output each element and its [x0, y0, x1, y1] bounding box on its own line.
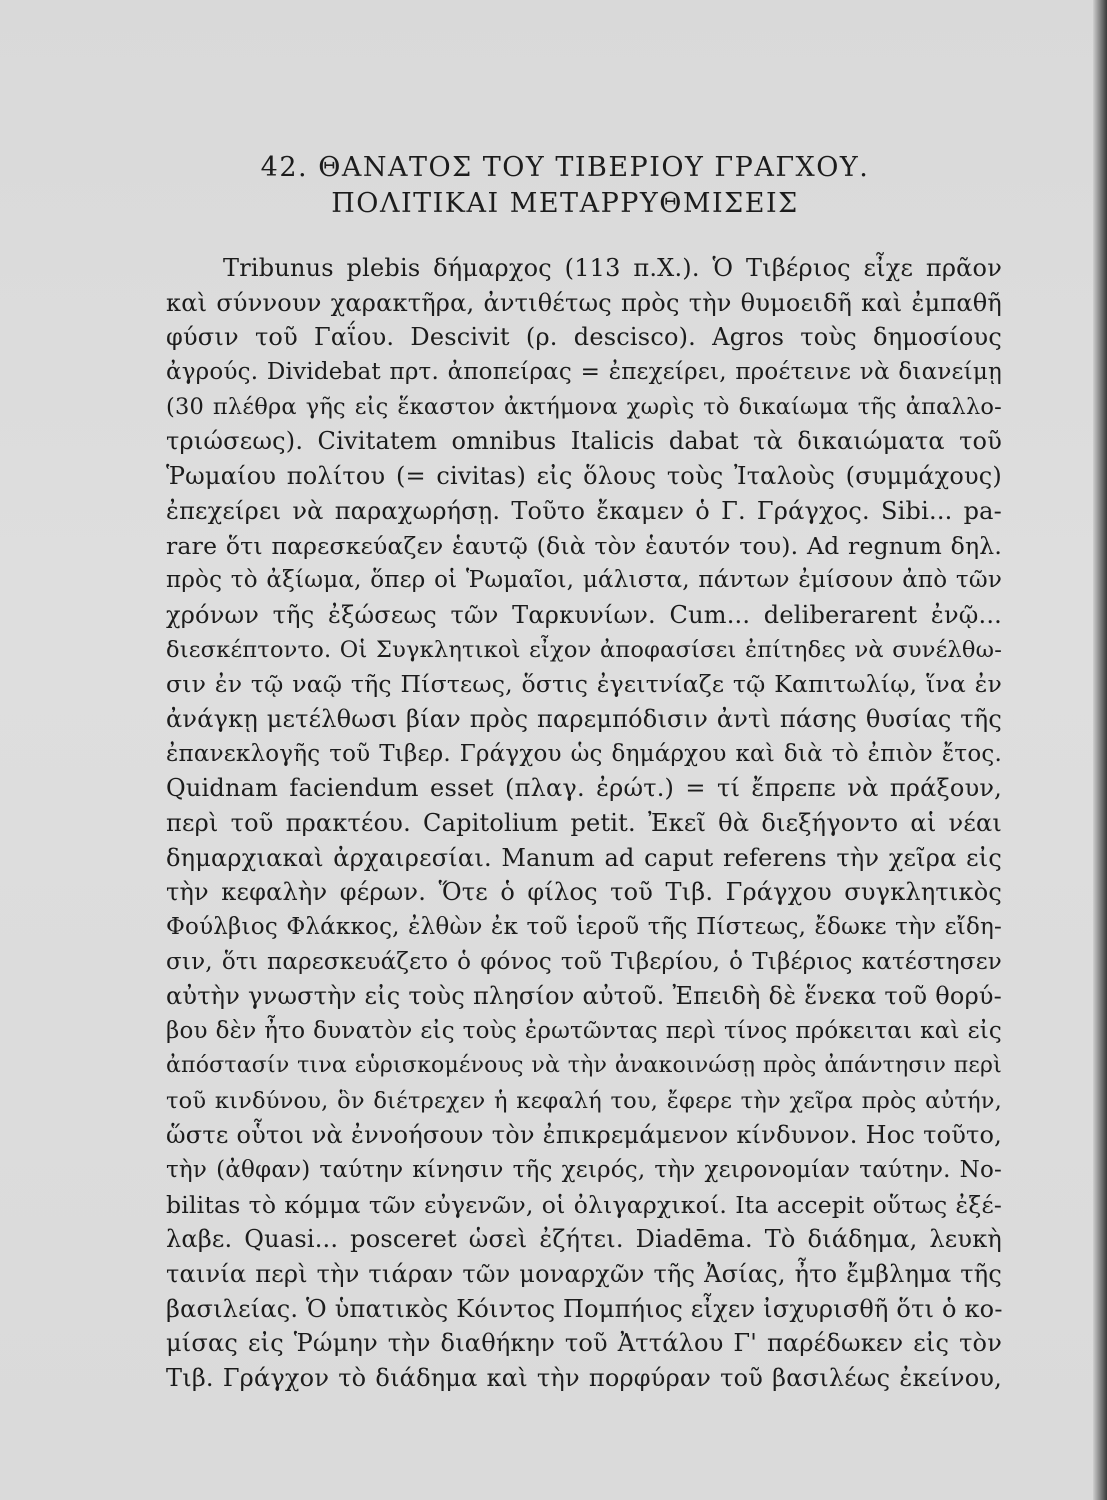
text-line: ταινία περὶ τὴν τιάραν τῶν μοναρχῶν τῆς Ἀσίας, ἦτο ἔμβλημα τῆς [166, 1259, 1002, 1288]
text-line: ἀγρούς. Dividebat πρτ. ἀποπείρας = ἐπεχείρει, προέτεινε νὰ διανείμῃ [166, 359, 1002, 386]
text-line: ἐπεχείρει νὰ παραχωρήσῃ. Τοῦτο ἔκαμεν ὁ Γ. Γράγχος. Sibi... pa- [166, 496, 1002, 525]
text-line: ὥστε οὗτοι νὰ ἐννοήσουν τὸν ἐπικρεμάμενον κίνδυνον. Hoc τοῦτο, [166, 1121, 1002, 1150]
text-line: Quidnam faciendum esset (πλαγ. ἐρώτ.) = τί ἔπρεπε νὰ πράξουν, [166, 774, 1002, 803]
text-line: Φούλβιος Φλάκκος, ἐλθὼν ἐκ τοῦ ἱεροῦ τῆς Πίστεως, ἔδωκε τὴν εἴδη- [166, 914, 1002, 941]
text-line: βασιλείας. Ὁ ὑπατικὸς Κόιντος Πομπήιος εἶχεν ἰσχυρισθῆ ὅτι ὁ κο- [166, 1294, 1003, 1323]
text-line: bilitas τὸ κόμμα τῶν εὐγενῶν, οἱ ὀλιγαρχικοί. Ita accepit οὕτως ἐξέ- [166, 1190, 1002, 1219]
text-line: τοῦ κινδύνου, ὃν διέτρεχεν ἡ κεφαλή του, ἔφερε τὴν χεῖρα πρὸς αὐτήν, [166, 1087, 1002, 1114]
chapter-subtitle: ΠΟΛΙΤΙΚΑΙ ΜΕΤΑΡΡΥΘΜΙΣΕΙΣ [331, 188, 799, 219]
text-line: ἀπόστασίν τινα εὑρισκομένους νὰ τὴν ἀνακοινώσῃ πρὸς ἀπάντησιν περὶ [166, 1052, 1002, 1078]
text-line: τὴν (ἀθφαν) ταύτην κίνησιν τῆς χειρός, τὴν χειρονομίαν ταύτην. No- [166, 1156, 1002, 1183]
text-line: πρὸς τὸ ἀξίωμα, ὅπερ οἱ Ῥωμαῖοι, μάλιστα, πάντων ἐμίσουν ἀπὸ τῶν [166, 567, 1002, 594]
text-line: Ῥωμαίου πολίτου (= civitas) εἰς ὅλους τοὺς Ἰταλοὺς (συμμάχους) [166, 462, 1002, 491]
text-line: rare ὅτι παρεσκεύαζεν ἑαυτῷ (διὰ τὸν ἑαυτόν του). Ad regnum δηλ. [166, 531, 1002, 560]
text-line: δημαρχιακαὶ ἀρχαιρεσίαι. Manum ad caput referens τὴν χεῖρα εἰς [166, 843, 1002, 872]
text-line: φύσιν τοῦ Γαΐου. Descivit (ρ. descisco). Agros τοὺς δημοσίους [166, 323, 1002, 352]
text-line: τριώσεως). Civitatem omnibus Italicis dabat τὰ δικαιώματα τοῦ [166, 427, 1002, 456]
text-line: ἀνάγκῃ μετέλθωσι βίαν πρὸς παρεμπόδισιν ἀντὶ πάσης θυσίας τῆς [166, 704, 1002, 733]
text-line: μίσας εἰς Ῥώμην τὴν διαθήκην τοῦ Ἀττάλου Γ' παρέδωκεν εἰς τὸν [166, 1329, 1002, 1358]
text-line: σιν, ὅτι παρεσκευάζετο ὁ φόνος τοῦ Τιβερίου, ὁ Τιβέριος κατέστησεν [166, 948, 1002, 975]
text-line: διεσκέπτοντο. Οἱ Συγκλητικοὶ εἶχον ἀποφασίσει ἐπίτηδες νὰ συνέλθω- [166, 636, 1002, 663]
text-line: καὶ σύννουν χαρακτῆρα, ἀντιθέτως πρὸς τὴν θυμοειδῆ καὶ ἐμπαθῆ [166, 288, 1002, 317]
chapter-title: 42. ΘΑΝΑΤΟΣ ΤΟΥ ΤΙΒΕΡΙΟΥ ΓΡΑΓΧΟΥ. [260, 152, 870, 183]
text-line: (30 πλέθρα γῆς εἰς ἕκαστον ἀκτήμονα χωρὶς τὸ δικαίωμα τῆς ἀπαλλο- [166, 393, 1002, 420]
page-edge-shadow [1093, 0, 1107, 1500]
text-line: αὐτὴν γνωστὴν εἰς τοὺς πλησίον αὐτοῦ. Ἐπειδὴ δὲ ἕνεκα τοῦ θορύ- [166, 982, 1002, 1011]
commentary-text [166, 251, 1002, 1396]
chapter-heading [150, 150, 980, 222]
text-line: Τιβ. Γράγχον τὸ διάδημα καὶ τὴν πορφύραν τοῦ βασιλέως ἐκείνου, [166, 1364, 1002, 1392]
text-line: χρόνων τῆς ἐξώσεως τῶν Ταρκυνίων. Cum... deliberarent ἐνῷ... [166, 600, 1002, 629]
text-line: περὶ τοῦ πρακτέου. Capitolium petit. Ἐκεῖ θὰ διεξήγοντο αἱ νέαι [166, 809, 1002, 837]
text-line: σιν ἐν τῷ ναῷ τῆς Πίστεως, ὅστις ἐγειτνίαζε τῷ Καπιτωλίῳ, ἵνα ἐν [166, 670, 1002, 699]
text-line: ἐπανεκλογῆς τοῦ Τιβερ. Γράγχου ὡς δημάρχου καὶ διὰ τὸ ἐπιὸν ἔτος. [166, 740, 1002, 767]
text-line: βου δὲν ἦτο δυνατὸν εἰς τοὺς ἐρωτῶντας περὶ τίνος πρόκειται καὶ εἰς [166, 1018, 1002, 1045]
text-line: λαβε. Quasi... posceret ὡσεὶ ἐζήτει. Diadēma. Τὸ διάδημα, λευκὴ [166, 1225, 1002, 1254]
text-line: Tribunus plebis δήμαρχος (113 π.Χ.). Ὁ Τιβέριος εἶχε πρᾶον [223, 254, 1002, 282]
text-line: τὴν κεφαλὴν φέρων. Ὅτε ὁ φίλος τοῦ Τιβ. Γράγχου συγκλητικὸς [166, 878, 1002, 907]
